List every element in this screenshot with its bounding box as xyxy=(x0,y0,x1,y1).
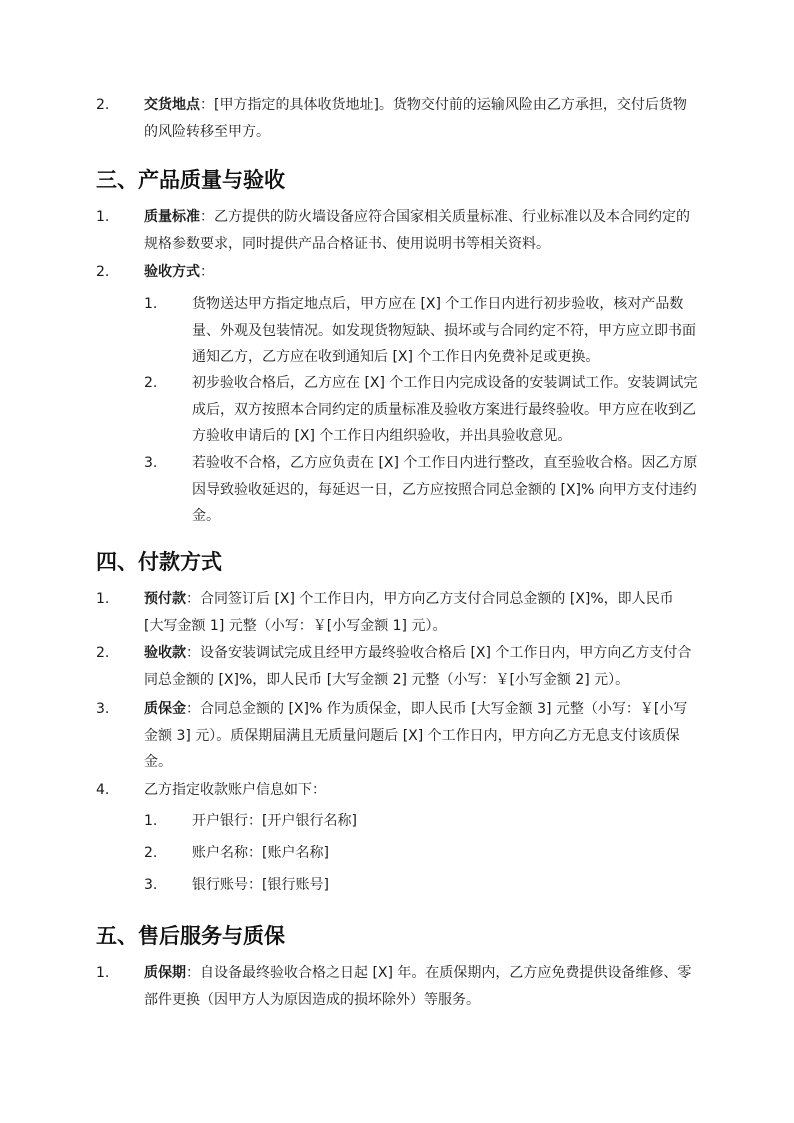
section-heading-after-sales: 五、售后服务与质保 xyxy=(96,924,285,948)
list-number: 2. xyxy=(96,645,110,661)
list-item-text: 银行账号：[银行账号] xyxy=(192,877,329,893)
list-item-text: 质保金：合同总金额的 [X]% 作为质保金，即人民币 [大写金额 3] 元整（小写：￥[小写金额 3] 元）。质保期届满且无质量问题后 [X] 个工作日内，甲方向乙方无息支付该质保金。 xyxy=(144,701,688,770)
list-number: 2. xyxy=(144,375,158,391)
list-number: 1. xyxy=(96,209,110,225)
item-label: 验收方式 xyxy=(144,264,200,280)
list-item-text: 预付款：合同签订后 [X] 个工作日内，甲方向乙方支付合同总金额的 [X]%，即人民币 [大写金额 1] 元整（小写：￥[小写金额 1] 元）。 xyxy=(144,591,674,634)
list-number: 3. xyxy=(144,455,158,471)
section-heading-payment: 四、付款方式 xyxy=(96,550,222,574)
item-label: 验收款 xyxy=(144,645,186,661)
item-label: 质量标准 xyxy=(144,209,200,225)
list-item-text: 交货地点：[甲方指定的具体收货地址]。货物交付前的运输风险由乙方承担，交付后货物的风险转移至甲方。 xyxy=(144,97,687,140)
list-number: 2. xyxy=(144,845,158,861)
list-item-text: 账户名称：[账户名称] xyxy=(192,845,329,861)
list-item-text: 质保期：自设备最终验收合格之日起 [X] 年。在质保期内，乙方应免费提供设备维修、零部件更换（因甲方人为原因造成的损坏除外）等服务。 xyxy=(144,965,692,1008)
list-item-text: 开户银行：[开户银行名称] xyxy=(192,813,357,829)
list-item-text: 若验收不合格，乙方应负责在 [X] 个工作日内进行整改，直至验收合格。因乙方原因导致验收延迟的，每延迟一日，乙方应按照合同总金额的 [X]% 向甲方支付违约金。 xyxy=(192,455,698,524)
list-number: 1. xyxy=(144,813,158,829)
list-item-text: 验收款：设备安装调试完成且经甲方最终验收合格后 [X] 个工作日内，甲方向乙方支付合同总金额的 [X]%，即人民币 [大写金额 2] 元整（小写：￥[小写金额 2] 元）。 xyxy=(144,645,692,688)
list-number: 2. xyxy=(96,264,110,280)
list-number: 2. xyxy=(96,97,110,113)
item-label: 质保期 xyxy=(144,965,186,981)
item-label: 交货地点 xyxy=(144,97,200,113)
list-item-text: 乙方指定收款账户信息如下： xyxy=(144,782,326,798)
list-number: 3. xyxy=(96,701,110,717)
list-item-text: 初步验收合格后，乙方应在 [X] 个工作日内完成设备的安装调试工作。安装调试完成后，双方按照本合同约定的质量标准及验收方案进行最终验收。甲方应在收到乙方验收申请后的 [X] 个工作日内组织验收，并出具验收意见。 xyxy=(192,375,698,444)
list-item-text: 质量标准：乙方提供的防火墙设备应符合国家相关质量标准、行业标准以及本合同约定的规格参数要求，同时提供产品合格证书、使用说明书等相关资料。 xyxy=(144,209,690,252)
item-label: 质保金 xyxy=(144,701,186,717)
list-number: 1. xyxy=(144,296,158,312)
list-item-text: 验收方式： xyxy=(144,264,214,280)
list-number: 3. xyxy=(144,877,158,893)
list-number: 1. xyxy=(96,965,110,981)
list-item-text: 货物送达甲方指定地点后，甲方应在 [X] 个工作日内进行初步验收，核对产品数量、外观及包装情况。如发现货物短缺、损坏或与合同约定不符，甲方应立即书面通知乙方，乙方应在收到通知后 [X] 个工作日内免费补足或更换。 xyxy=(192,296,696,365)
list-number: 4. xyxy=(96,782,110,798)
list-number: 1. xyxy=(96,591,110,607)
section-heading-quality: 三、产品质量与验收 xyxy=(96,168,285,192)
item-label: 预付款 xyxy=(144,591,186,607)
